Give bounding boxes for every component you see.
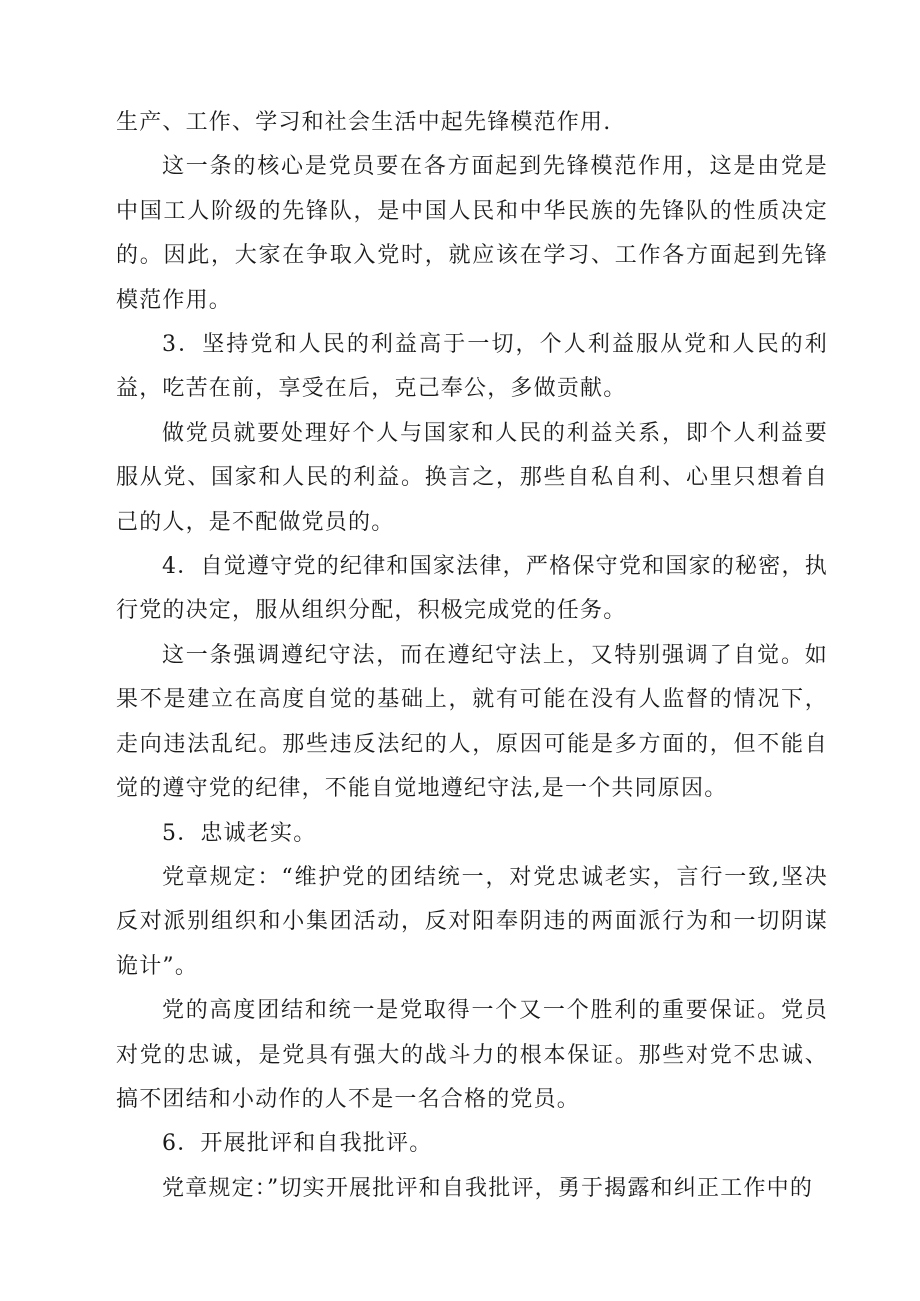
paragraph-unity: 党的高度团结和统一是党取得一个又一个胜利的重要保证。党员对党的忠诚，是党具有强大的战斗力的根本保证。那些对党不忠诚、搞不团结和小动作的人不是一名合格的党员。 xyxy=(116,998,828,1112)
item-3-heading: 3．坚持党和人民的利益高于一切，个人利益服从党和人民的利益，吃苦在前，享受在后，克己奉公，多做贡献。 xyxy=(116,332,828,402)
item-5-heading: 5．忠诚老实。 xyxy=(162,820,317,846)
paragraph-pioneer-role: 这一条的核心是党员要在各方面起到先锋模范作用，这是由党是中国工人阶级的先锋队，是中国人民和中华民族的先锋队的性质决定的。因此，大家在争取入党时，就应该在学习、工作各方面起到先锋模范作用。 xyxy=(116,154,828,313)
paragraph-constitution-loyalty: 党章规定：“维护党的团结统一，对党忠诚老实，言行一致,坚决反对派别组织和小集团活动，反对阳奉阴违的两面派行为和一切阴谋诡计”。 xyxy=(116,864,828,979)
paragraph-discipline: 这一条强调遵纪守法，而在遵纪守法上，又特别强调了自觉。如果不是建立在高度自觉的基础上，就有可能在没有人监督的情况下，走向违法乱纪。那些违反法纪的人，原因可能是多方面的，但不能自觉的遵守党的纪律，不能自觉地遵纪守法,是一个共同原因。 xyxy=(116,642,828,802)
document-body xyxy=(116,101,828,1211)
item-6-heading: 6．开展批评和自我批评。 xyxy=(162,1131,433,1157)
paragraph-constitution-criticism: 党章规定：”切实开展批评和自我批评，勇于揭露和纠正工作中的 xyxy=(162,1175,814,1201)
item-4-heading: 4．自觉遵守党的纪律和国家法律，严格保守党和国家的秘密，执行党的决定，服从组织分配，积极完成党的任务。 xyxy=(116,554,828,624)
paragraph-interests: 做党员就要处理好个人与国家和人民的利益关系，即个人利益要服从党、国家和人民的利益。换言之，那些自私自利、心里只想着自己的人，是不配做党员的。 xyxy=(116,420,828,535)
paragraph-continuation: 生产、工作、学习和社会生活中起先锋模范作用. xyxy=(116,110,612,135)
